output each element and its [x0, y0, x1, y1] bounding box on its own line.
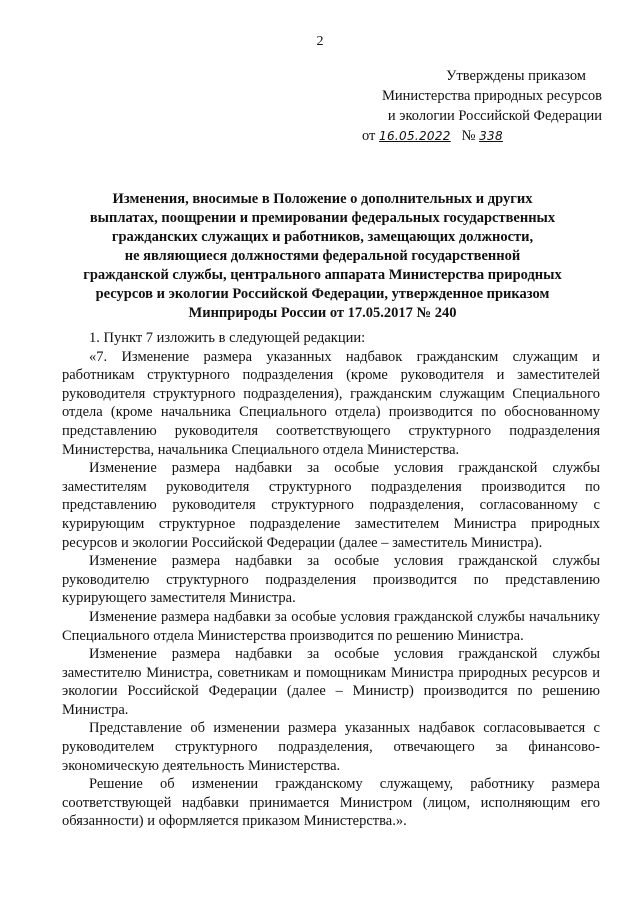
- paragraph: Решение об изменении гражданскому служащему, работнику размера соответствующей надбавки принимается Министром (лицом, исполняющим его обязанности) и оформляется приказом Министерства.».: [62, 776, 600, 830]
- approval-date-prefix: от: [362, 128, 376, 144]
- approval-date-line: [362, 126, 602, 146]
- paragraph: Изменение размера надбавки за особые условия гражданской службы руководителю структурного подразделения производится по представлению курирующего заместителя Министра.: [62, 553, 600, 607]
- document-body: [62, 329, 600, 831]
- paragraph: Изменение размера надбавки за особые условия гражданской службы заместителю Министра, советникам и помощникам Министра природных ресурсов и экологии Российской Федерации (далее – Министр) производится по решению Министра.: [62, 646, 600, 718]
- approval-line-1: Утверждены приказом: [446, 68, 586, 84]
- paragraph: Представление об изменении размера указанных надбавок согласовывается с руководителем структурного подразделения, отвечающего за финансово-экономическую деятельность Министерства.: [62, 720, 600, 774]
- approval-line-3: и экологии Российской Федерации: [387, 108, 602, 124]
- title-line: Изменения, вносимые в Положение о дополнительных и других: [112, 191, 533, 207]
- title-line: гражданской службы, центрального аппарата Министерства природных: [83, 267, 562, 283]
- paragraph-intro: 1. Пункт 7 изложить в следующей редакции:: [89, 330, 366, 346]
- paragraph: Изменение размера надбавки за особые условия гражданской службы заместителям руководителя структурного подразделения производится по представлению руководителя структурного подразделения, согласованному с курирующим структурное подразделение заместителем Министра природных ресурсов и экологии Российской Федерации (далее – заместитель Министра).: [62, 460, 600, 551]
- title-line: Минприроды России от 17.05.2017 № 240: [188, 305, 457, 321]
- page-number: 2: [316, 34, 324, 49]
- document-title: [70, 190, 575, 323]
- approval-block: [362, 66, 602, 146]
- title-line: не являющиеся должностями федеральной государственной: [124, 248, 521, 264]
- title-line: ресурсов и экологии Российской Федерации, утвержденное приказом: [95, 286, 550, 302]
- approval-line-2: Министерства природных ресурсов: [381, 88, 602, 104]
- paragraph: «7. Изменение размера указанных надбавок гражданским служащим и работникам структурного подразделения (кроме руководителя и заместителей руководителя структурного подразделения), гражданским служащим Специального отдела (кроме начальника Специального отдела) производится по обоснованному представлению руководителя соответствующего структурного подразделения Министерства, начальника Специального отдела Министерства.: [62, 348, 600, 458]
- paragraph: Изменение размера надбавки за особые условия гражданской службы начальнику Специального отдела Министерства производится по решению Министра.: [62, 608, 600, 644]
- approval-number-value: 338: [479, 129, 503, 143]
- approval-date-value: 16.05.2022: [379, 129, 451, 143]
- approval-number-prefix: №: [461, 128, 476, 144]
- title-line: гражданских служащих и работников, замещающих должности,: [111, 229, 534, 245]
- title-line: выплатах, поощрении и премировании федеральных государственных: [89, 210, 556, 226]
